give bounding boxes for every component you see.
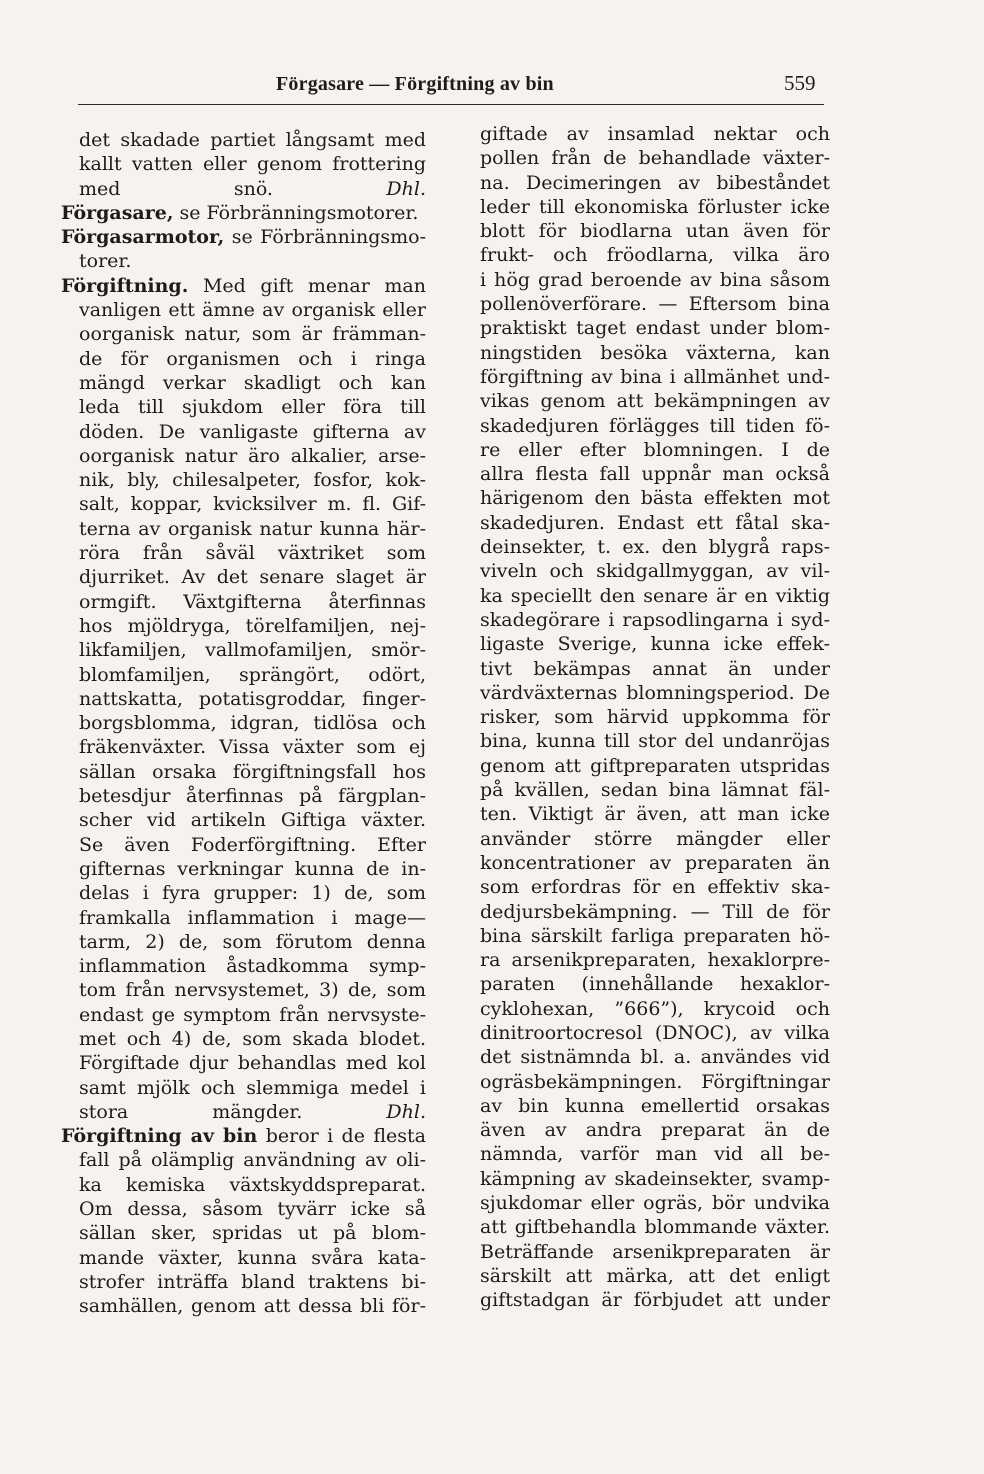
text-line: det sistnämnda bl. a. användes vid <box>480 1046 830 1069</box>
text-line: pollen från de behandlade växter- <box>480 147 830 170</box>
text-line: tivt bekämpas annat än under <box>480 657 830 680</box>
text-line: giftade av insamlad nektar och <box>480 123 830 145</box>
text-span: stora mängder. <box>79 1100 303 1123</box>
text-line: dinitroortocresol (DNOC), av vilka <box>480 1021 830 1044</box>
text-line: Om dessa, såsom tyvärr icke så <box>79 1198 426 1221</box>
text-line: ten. Viktigt är även, att man icke <box>480 803 830 826</box>
text-line: borgsblomma, idgran, tidlösa och <box>79 712 426 735</box>
text-line: cyklohexan, ”666”), krycoid och <box>480 997 830 1020</box>
entry-term: Förgasare, <box>61 201 174 224</box>
text-line: pollenöverförare. — Eftersom bina <box>480 293 830 316</box>
text-line: betesdjur återfinnas på färgplan- <box>79 785 426 808</box>
text-line: döden. De vanligaste gifterna av <box>79 420 426 443</box>
text-line: som erfordras för en effektiv ska- <box>480 876 830 899</box>
text-line: samt mjölk och slemmiga medel i <box>79 1076 426 1099</box>
text-line: vikas genom att bekämpningen av <box>480 390 830 413</box>
text-span: Med gift menar man <box>188 274 426 297</box>
text-line: ka speciellt den senare är en viktig <box>480 584 830 607</box>
text-line: det skadade partiet långsamt med <box>79 129 426 151</box>
text-line: praktiskt taget endast under blom- <box>480 317 830 340</box>
text-line: nik, bly, chilesalpeter, fosfor, kok- <box>79 469 426 492</box>
text-line: sällan sker, spridas ut på blom- <box>79 1222 426 1245</box>
text-line: skadedjuren. Endast ett fåtal ska- <box>480 511 830 534</box>
text-line: framkalla inflammation i mage— <box>79 906 426 929</box>
text-line: ningstiden besöka växterna, kan <box>480 341 830 364</box>
text-line: samhällen, genom att dessa bli för- <box>79 1295 426 1318</box>
text-line: på kvällen, sedan bina lämnat fäl- <box>480 779 830 802</box>
text-line: Förgiftade djur behandlas med kol <box>79 1052 426 1075</box>
text-line: de för organismen och i ringa <box>79 347 426 370</box>
text-line: salt, koppar, kvicksilver m. fl. Gif- <box>79 493 426 516</box>
text-line: dedjursbekämpning. — Till de för <box>480 900 830 923</box>
text-line: i hög grad beroende av bina såsom <box>480 268 830 291</box>
text-line: ligaste Sverige, kunna icke effek- <box>480 633 830 656</box>
text-line: värdväxternas blomningsperiod. De <box>480 681 830 704</box>
text-line: Se även Foderförgiftning. Efter <box>79 833 426 856</box>
text-line: att giftbehandla blommande växter. <box>480 1216 830 1239</box>
text-line: oorganisk natur äro alkalier, arse- <box>79 444 426 467</box>
text-line: förgiftning av bina i allmänhet und- <box>480 365 830 388</box>
text-line: delas i fyra grupper: 1) de, som <box>79 882 426 905</box>
text-line: giftstadgan är förbjudet att under <box>480 1289 830 1312</box>
text-line: fall på olämplig användning av oli- <box>79 1149 426 1172</box>
text-line: ormgift. Växtgifterna återfinnas <box>79 590 426 613</box>
cross-reference: se Förbränningsmotorer. <box>173 201 419 224</box>
text-span: beror i de flesta <box>257 1125 426 1148</box>
text-line <box>79 177 426 201</box>
text-line: frukt- och fröodlarna, vilka äro <box>480 244 830 267</box>
entry-term: Förgasarmotor, <box>61 226 225 249</box>
text-line: paraten (innehållande hexaklor- <box>480 973 830 996</box>
text-line: likfamiljen, vallmofamiljen, smör- <box>79 639 426 662</box>
text-line: kallt vatten eller genom frottering <box>79 153 426 176</box>
text-line: genom att giftpreparaten utspridas <box>480 754 830 777</box>
text-line: terna av organisk natur kunna här- <box>79 517 426 540</box>
entry-term: Förgiftning av bin <box>61 1125 258 1148</box>
text-line: använder större mängder eller <box>480 827 830 850</box>
author-signature: Dhl. <box>386 1100 426 1123</box>
text-line: skadegörare i rapsodlingarna i syd- <box>480 608 830 631</box>
text-line: tom från nervsystemet, 3) de, som <box>79 979 426 1002</box>
text-line: inflammation åstadkomma symp- <box>79 955 426 978</box>
text-line: deinsekter, t. ex. den blygrå raps- <box>480 536 830 559</box>
author-signature: Dhl. <box>386 177 426 200</box>
entry-forgasare <box>61 201 426 225</box>
text-span: med snö. <box>79 177 273 200</box>
text-line: oorganisk natur, som är främman- <box>79 323 426 346</box>
text-line: ra arsenikpreparaten, hexaklorpre- <box>480 949 830 972</box>
running-head: Förgasare — Förgiftning av bin <box>276 73 554 95</box>
header-rule <box>78 104 824 105</box>
text-line: met och 4) de, som skada blodet. <box>79 1027 426 1050</box>
left-column <box>61 128 426 1319</box>
right-column <box>480 122 830 1313</box>
text-line: djurriket. Av det senare slaget är <box>79 566 426 589</box>
text-line: torer. <box>79 250 132 273</box>
page-number: 559 <box>784 71 816 95</box>
text-line: gifternas verkningar kunna de in- <box>79 857 426 880</box>
text-line: leda till sjukdom eller föra till <box>79 396 426 419</box>
entry-forgasarmotor <box>61 225 426 249</box>
text-line: scher vid artikeln Giftiga växter. <box>79 809 426 832</box>
text-line: kämpning av skadeinsekter, svamp- <box>480 1167 830 1190</box>
text-line: nämnda, varför man vid all be- <box>480 1143 830 1166</box>
text-line: ka kemiska växtskyddspreparat. <box>79 1173 426 1196</box>
text-line: strofer inträffa bland traktens bi- <box>79 1270 426 1293</box>
text-line: särskilt att märka, att det enligt <box>480 1264 830 1287</box>
text-line: härigenom den bästa effekten mot <box>480 487 830 510</box>
text-line: bina särskilt farliga preparaten hö- <box>480 924 830 947</box>
text-line: allra flesta fall uppnår man också <box>480 463 830 486</box>
text-line: vanligen ett ämne av organisk eller <box>79 299 426 322</box>
text-line: sjukdomar eller ogräs, bör undvika <box>480 1192 830 1215</box>
text-line: ogräsbekämpningen. Förgiftningar <box>480 1070 830 1093</box>
text-line: sällan orsaka förgiftningsfall hos <box>79 760 426 783</box>
text-line: skadedjuren förlägges till tiden fö- <box>480 414 830 437</box>
text-line: leder till ekonomiska förluster icke <box>480 195 830 218</box>
text-line: re eller efter blomningen. I de <box>480 438 830 461</box>
cross-reference: se Förbränningsmo- <box>224 226 426 249</box>
text-line: av bin kunna emellertid orsakas <box>480 1094 830 1117</box>
entry-forgiftning <box>61 274 426 298</box>
text-line: endast ge symptom från nervsyste- <box>79 1003 426 1026</box>
text-line: mängd verkar skadligt och kan <box>79 371 426 394</box>
text-line: hos mjöldryga, törelfamiljen, nej- <box>79 614 426 637</box>
text-line: röra från såväl växtriket som <box>79 542 426 565</box>
text-line: Beträffande arsenikpreparaten är <box>480 1240 830 1263</box>
text-line: koncentrationer av preparaten än <box>480 851 830 874</box>
entry-term: Förgiftning. <box>61 274 189 297</box>
text-line: blott för biodlarna utan även för <box>480 220 830 243</box>
text-line: fräkenväxter. Vissa växter som ej <box>79 736 426 759</box>
text-line: mande växter, kunna svåra kata- <box>79 1246 426 1269</box>
text-line: bina, kunna till stor del undanröjas <box>480 730 830 753</box>
entry-forgiftning-av-bin <box>61 1124 426 1148</box>
text-line: blomfamiljen, sprängört, odört, <box>79 663 426 686</box>
text-line: na. Decimeringen av bibeståndet <box>480 171 830 194</box>
text-line <box>79 1100 426 1124</box>
text-line: nattskatta, potatisgroddar, finger- <box>79 687 426 710</box>
text-line: risker, som härvid uppkomma för <box>480 706 830 729</box>
text-line: tarm, 2) de, som förutom denna <box>79 930 426 953</box>
text-line: även av andra preparat än de <box>480 1119 830 1142</box>
text-line: viveln och skidgallmyggan, av vil- <box>480 560 830 583</box>
